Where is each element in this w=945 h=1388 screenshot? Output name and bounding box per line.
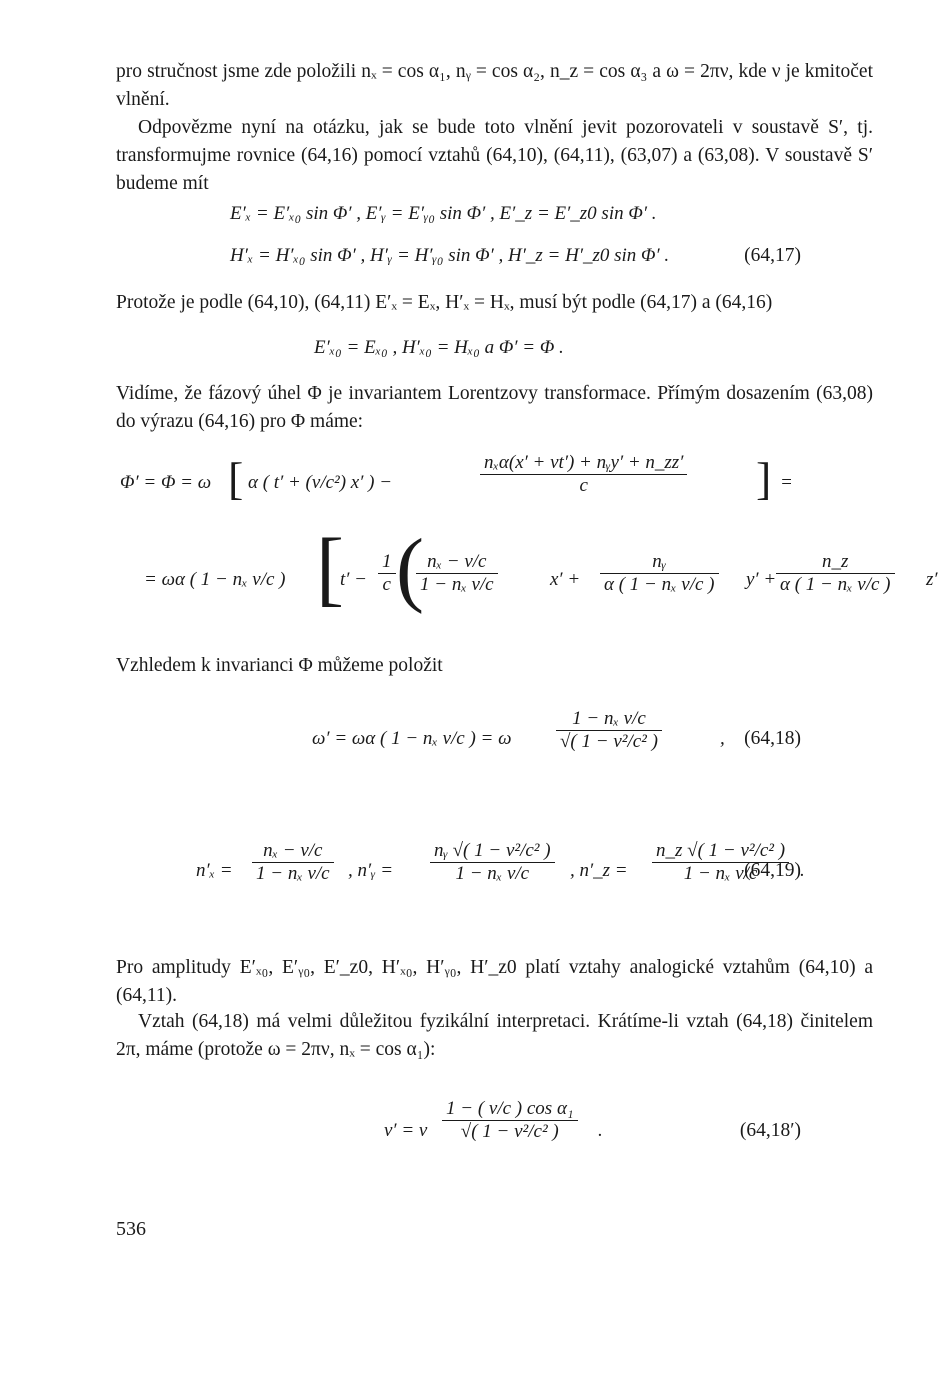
paragraph-protoze: Protože je podle (64,10), (64,11) E′ₓ = Eₓ, H′ₓ = Hₓ, musí být podle (64,17) a (64,16) [116, 292, 773, 313]
equation-64-18: ω′ = ωα ( 1 − nₓ v/c ) = ω $\frac{\text{1 − nₓ v/c}}{\text{√( 1 − v²/c² )}}$ , (64,18) [312, 708, 801, 752]
book-page: pro stručnost jsme zde položili nₓ = cos α₁, nᵧ = cos α₂, n_z = cos α₃ a ω = 2πν, kde ν je kmitočet vlnění. Odpovězme nyní na otázku, jak se bude toto vlnění jevit pozorovateli v soustavě S′, tj. transformujme rovnice (64,16) pomocí vztahů (64,10), (64,11), (63,07) a (63,08). V soustavě S′ budeme mít E′ₓ = E′ₓ₀ sin Φ′ , E′ᵧ = E′ᵧ₀ sin Φ′ , E′_z = E′_z0 sin Φ′ . H′ₓ = H′ₓ₀ sin Φ′ , H′ᵧ = H′ᵧ₀ sin Φ′ , H′_z = H′_z0 sin Φ′ . (64,17) Protože je podle (64,10), (64,11) E′ₓ = Eₓ, H′ₓ = Hₓ, musí být podle (64,17) a (64,16) E′ₓ₀ = Eₓ₀ , H′ₓ₀ = Hₓ₀ a Φ′ = Φ . Vidíme, že fázový úhel Φ je invariantem Lorentzovy transformace. Přímým dosazením (63,08) do výrazu (64,16) pro Φ máme: Φ′ = Φ = ω [ α ( t′ + (v/c²) x′ ) − $\frac{\text{nₓα(x′ + vt′) + nᵧy′ + n\_zz′}}{c}$ ] = = ωα ( 1 − nₓ v/c ) [ t′ − $\frac{1}{c}$ ( $\frac{\text{nₓ − v/c}}{\text{1 − nₓ v/c}}$ x′ + $\frac{\text{nᵧ}}{\text{α ( 1 − nₓ v/c )}}$ y′ + $\frac{n\_z}{\text{α ( 1 − nₓ v/c )}}$ z′ Vzhledem k invarianci Φ můžeme položit ω′ = ωα ( 1 − nₓ v/c ) = ω $\frac{\text{1 − nₓ v/c}}{\text{√( 1 − v²/c² )}}$ , (64,18) n′ₓ = $\frac{\text{nₓ − v/c}}{\text{1 − nₓ v/c}}$ , n′ᵧ = $\frac{\text{nᵧ √( 1 − v²/c² )}}{\text{1 − nₓ v/c}}$ , n′_z = $\frac{\text{n\_z √( 1 − v²/c² )}}{\text{1 − nₓ v/c}}$ . (64,19) Pro amplitudy E′ₓ₀, E′ᵧ₀, E′_z0, H′ₓ₀, H′ᵧ₀, H′_z0 platí vztahy analogické vztahům (64,10) a (64,11). Vztah (64,18) má velmi důležitou fyzikální interpretaci. Krátíme-li vztah (64,18) činitelem 2π, máme (protože ω = 2πν, nₓ = cos α₁): ν′ = ν $\frac{\text{1 − ( v/c ) cos α₁}}{\text{√( 1 − v²/c² )}}$ . (64,18′) 536 [0, 0, 945, 1388]
paragraph-amplitudes: Pro amplitudy E′ₓ₀, E′ᵧ₀, E′_z0, H′ₓ₀, H′ᵧ₀, H′_z0 platí vztahy analogické vztahům (64,10) a (64,11). [116, 957, 873, 1006]
y-coefficient: $\frac{\text{nᵧ}}{\text{α ( 1 − nₓ v/c )}}$ [600, 551, 719, 596]
phi-fraction: $\frac{\text{nₓα(x′ + vt′) + nᵧy′ + n\_zz′}}{c}$ [480, 452, 687, 497]
equation-64-18-prime: ν′ = ν $\frac{\text{1 − ( v/c ) cos α₁}}{\text{√( 1 − v²/c² )}}$ . (64,18′) [384, 1098, 801, 1142]
equation-64-19: n′ₓ = $\frac{\text{nₓ − v/c}}{\text{1 − nₓ v/c}}$ , n′ᵧ = $\frac{\text{nᵧ √( 1 − v²/c² )}}{\text{1 − nₓ v/c}}$ , n′_z = $\frac{\text{n\_z √( 1 − v²/c² )}}{\text{1 − nₓ v/c}}$ . (64,19) [196, 840, 805, 884]
paragraph-interpretation: Vztah (64,18) má velmi důležitou fyzikální interpretaci. Krátíme-li vztah (64,18) činitelem 2π, máme (protože ω = 2πν, nₓ = cos α₁): [116, 1011, 873, 1060]
frequency-fraction: $\frac{\text{1 − ( v/c ) cos α₁}}{\text{√( 1 − v²/c² )}}$ [442, 1098, 578, 1143]
x-coefficient: $\frac{\text{nₓ − v/c}}{\text{1 − nₓ v/c}}$ [416, 551, 498, 596]
paragraph-invariance-phi: Vzhledem k invarianci Φ můžeme položit [116, 655, 443, 676]
equation-number-64-17: (64,17) [744, 245, 801, 266]
equation-number-64-18-prime: (64,18′) [739, 1120, 801, 1141]
one-over-c: $\frac{1}{c}$ [378, 551, 396, 596]
paragraph-phase-invariant: Vidíme, že fázový úhel Φ je invariantem Lorentzovy transformace. Přímým dosazením (63,08) do výrazu (64,16) pro Φ máme: [116, 383, 873, 432]
equation-phi-line2: = ωα ( 1 − nₓ v/c ) [ t′ − $\frac{1}{c}$ ( $\frac{\text{nₓ − v/c}}{\text{1 − nₓ v/c}}$ x′ + $\frac{\text{nᵧ}}{\text{α ( 1 − nₓ v/c )}}$ y′ + $\frac{n\_z}{\text{α ( 1 − nₓ v/c )}}$ z′ [144, 522, 938, 615]
nz-prime-fraction: $\frac{\text{n\_z √( 1 − v²/c² )}}{\text{1 − nₓ v/c}}$ [652, 840, 789, 885]
page-number: 536 [116, 1218, 146, 1240]
nx-prime-fraction: $\frac{\text{nₓ − v/c}}{\text{1 − nₓ v/c}}$ [252, 840, 334, 885]
equation-number-64-19: (64,19) [744, 860, 801, 881]
paragraph-intro: pro stručnost jsme zde položili nₓ = cos α₁, nᵧ = cos α₂, n_z = cos α₃ a ω = 2πν, kde ν je kmitočet vlnění. [116, 61, 873, 110]
paragraph-question: Odpovězme nyní na otázku, jak se bude toto vlnění jevit pozorovateli v soustavě S′, tj. transformujme rovnice (64,16) pomocí vztahů (64,10), (64,11), (63,07) a (63,08). V soustavě S′ budeme mít [116, 117, 873, 194]
z-coefficient: $\frac{n\_z}{\text{α ( 1 − nₓ v/c )}}$ [776, 551, 895, 596]
doppler-fraction: $\frac{\text{1 − nₓ v/c}}{\text{√( 1 − v²/c² )}}$ [556, 708, 662, 753]
ny-prime-fraction: $\frac{\text{nᵧ √( 1 − v²/c² )}}{\text{1 − nₓ v/c}}$ [430, 840, 555, 885]
equation-phi-line1: Φ′ = Φ = ω [ α ( t′ + (v/c²) x′ ) − $\frac{\text{nₓα(x′ + vt′) + nᵧy′ + n\_zz′}}{c}$ ] = [120, 452, 793, 504]
equation-number-64-18: (64,18) [744, 728, 801, 749]
